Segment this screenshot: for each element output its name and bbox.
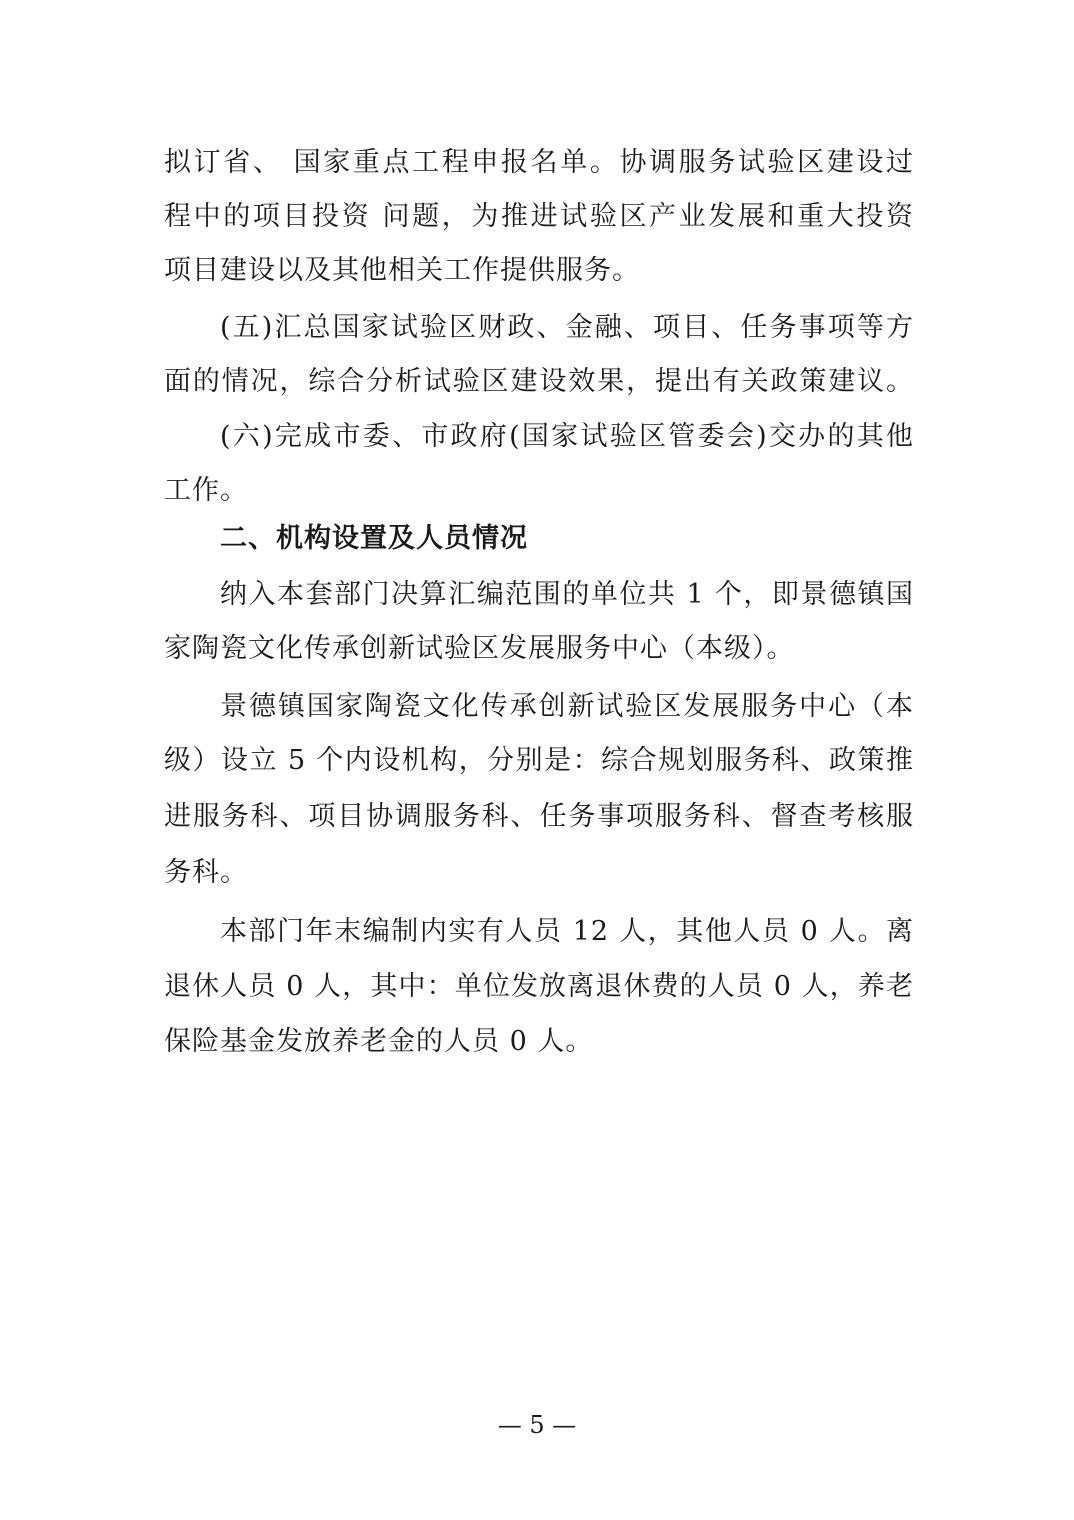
text-line: 工作。 [164, 475, 248, 506]
text-line: 程中的项目投资 问题，为推进试验区产业发展和重大投资 [164, 201, 914, 232]
text-line: (五)汇总国家试验区财政、金融、项目、任务事项等方 [220, 312, 914, 343]
text-line: 家陶瓷文化传承创新试验区发展服务中心（本级）。 [164, 633, 795, 664]
text-line: 保险基金发放养老金的人员 0 人。 [164, 1026, 594, 1057]
text-line: 纳入本套部门决算汇编范围的单位共 1 个，即景德镇国 [220, 579, 914, 610]
text-line: 进服务科、项目协调服务科、任务事项服务科、督查考核服 [164, 801, 914, 832]
text-line: 退休人员 0 人，其中：单位发放离退休费的人员 0 人，养老 [164, 971, 914, 1002]
text-line: 级）设立 5 个内设机构，分别是：综合规划服务科、政策推 [164, 745, 914, 776]
text-line: 景德镇国家陶瓷文化传承创新试验区发展服务中心（本 [220, 691, 914, 722]
page-number: — 5 — [497, 1411, 577, 1439]
text-line: 拟订省、 国家重点工程申报名单。协调服务试验区建设过 [164, 147, 914, 178]
text-line: 务科。 [164, 857, 248, 888]
text-line: 面的情况，综合分析试验区建设效果，提出有关政策建议。 [164, 366, 914, 397]
text-line: 本部门年末编制内实有人员 12 人，其他人员 0 人。离 [220, 916, 914, 947]
text-line: (六)完成市委、市政府(国家试验区管委会)交办的其他 [220, 421, 914, 452]
text-line: 项目建设以及其他相关工作提供服务。 [164, 255, 640, 286]
section-heading: 二、机构设置及人员情况 [220, 523, 528, 554]
